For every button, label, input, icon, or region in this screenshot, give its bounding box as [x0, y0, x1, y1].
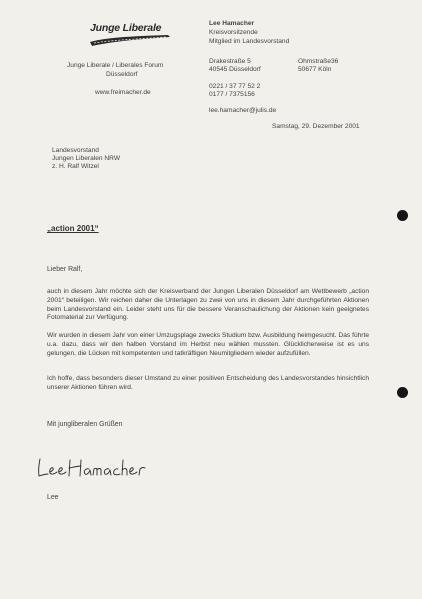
letter-subject: „action 2001“ — [47, 224, 99, 233]
sender-phone-2: 0177 / 7375156 — [209, 91, 255, 98]
sender-role-1: Kreisvorsitzende — [209, 29, 258, 36]
handwritten-signature — [34, 456, 154, 485]
sender-city-2: 50677 Köln — [298, 66, 332, 73]
recipient-line-1: Landesvorstand — [52, 147, 99, 154]
sender-street-1: Drakestraße 5 — [209, 58, 251, 65]
org-city: Düsseldorf — [106, 71, 138, 78]
recipient-line-3: z. H. Ralf Witzel — [52, 163, 99, 170]
junge-liberale-logo — [88, 22, 172, 50]
punch-hole-bottom — [397, 387, 408, 398]
body-paragraph-3: Ich hoffe, dass besonders dieser Umstand zu einer positiven Entscheidung des Landesvorstandes hinsichtlich unserer Aktionen führen wird. — [47, 375, 369, 391]
sender-street-2: Ohmstraße36 — [298, 58, 339, 65]
recipient-line-2: Jungen Liberalen NRW — [52, 155, 121, 162]
sender-role-2: Mitglied im Landesvorstand — [209, 38, 290, 45]
sign-name: Lee — [47, 494, 59, 501]
org-line: Junge Liberale / Liberales Forum — [67, 62, 164, 69]
body-paragraph-2: Wir wurden in diesem Jahr von einer Umzugsplage zwecks Studium bzw. Ausbildung heimgesucht. Das führte u.a. dazu, dass wir den halben Vorstand im Herbst neu wählen mussten. Glücklicherweise ist es uns gelungen, die Lücken mit kompetenten und tatkräftigen Neumitgliedern wieder aufzufüllen. — [47, 332, 369, 357]
logo-swoosh-icon — [88, 32, 172, 50]
sender-city-1: 40545 Düsseldorf — [209, 66, 261, 73]
closing: Mit jungliberalen Grüßen — [47, 421, 123, 428]
salutation: Lieber Ralf, — [47, 266, 83, 273]
punch-hole-top — [397, 210, 408, 221]
letter-date: Samstag, 29. Dezember 2001 — [272, 123, 360, 130]
sender-name: Lee Hamacher — [209, 20, 255, 27]
website-link: www.freimacher.de — [95, 89, 151, 96]
logo-text: Junge Liberale — [90, 22, 162, 34]
sender-email: lee.hamacher@julis.de — [209, 107, 277, 114]
sender-phone-1: 0221 / 37 77 52 2 — [209, 83, 261, 90]
body-paragraph-1: auch in diesem Jahr möchte sich der Kreisverband der Jungen Liberalen Düsseldorf am Wettbewerb „action 2001“ beteiligen. Wir reichen daher die Unterlagen zu zwei von uns in diesem Jahr durchgeführten Aktionen beim Landesvorstand ein. Leider steht uns für die bessere Veranschaulichung der Aktionen kein geeignetes Fotomaterial zur Verfügung. — [47, 288, 369, 322]
